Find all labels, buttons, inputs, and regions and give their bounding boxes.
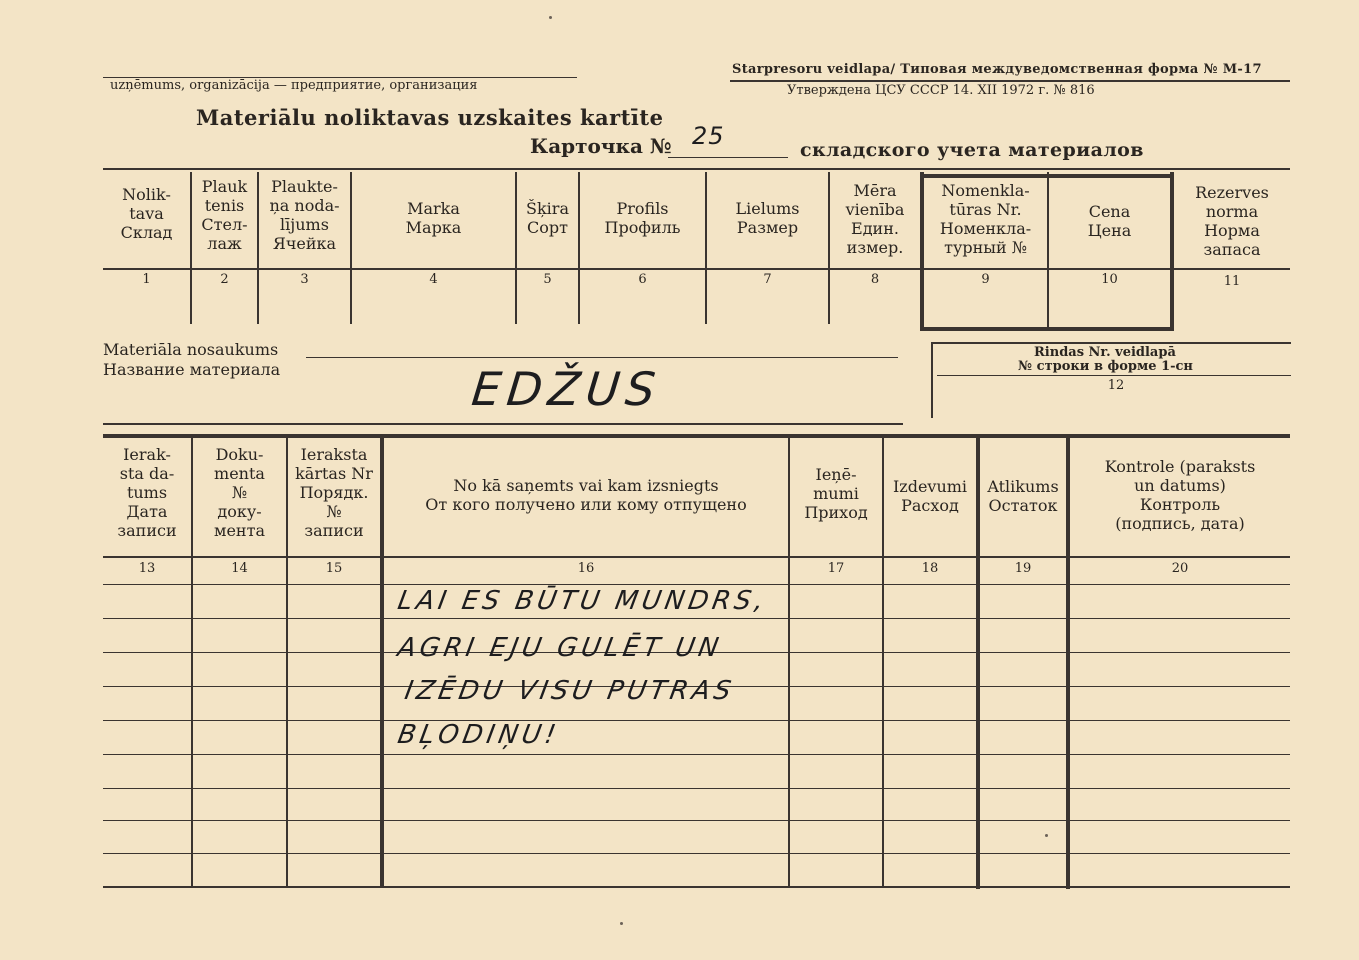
col-15-num: 15 bbox=[325, 561, 343, 576]
col-4-label: Marka Марка bbox=[405, 199, 462, 237]
top-table-header-rule bbox=[103, 268, 1290, 270]
table-row bbox=[103, 720, 1290, 721]
row-num: 12 bbox=[1107, 378, 1125, 393]
row-box-top bbox=[933, 342, 1291, 344]
col-3-label: Plaukte- ņa noda- lījums Ячейка bbox=[269, 177, 340, 253]
col-8-num: 8 bbox=[870, 272, 880, 287]
col-13-num: 13 bbox=[138, 561, 156, 576]
col-16-num: 16 bbox=[577, 561, 595, 576]
row-label-ru: № строки в форме 1-сн bbox=[1018, 359, 1193, 374]
col-5-num: 5 bbox=[543, 272, 552, 287]
col-14-label: Doku- menta № доку- мента bbox=[214, 445, 265, 540]
card-number: 25 bbox=[692, 122, 725, 150]
col-17-label: Ieņē- mumi Приход bbox=[804, 465, 868, 522]
paper-speck bbox=[549, 16, 552, 19]
title-ru-suffix: складского учета материалов bbox=[800, 139, 1144, 161]
org-caption: uzņēmums, organizācija — предприятие, организация bbox=[110, 78, 478, 93]
col-2-label: Plauk tenis Стел- лаж bbox=[201, 177, 248, 253]
material-value: EDŽUS bbox=[469, 362, 664, 416]
col-11-label: Rezerves norma Норма запаса bbox=[1195, 183, 1269, 259]
row-box-mid bbox=[937, 375, 1291, 376]
col-18-num: 18 bbox=[921, 561, 939, 576]
col-1-num: 1 bbox=[142, 272, 151, 287]
handwritten-line-3: IZĒDU VISU PUTRAS bbox=[402, 676, 738, 706]
material-bottom-line bbox=[103, 423, 903, 425]
form-underline bbox=[730, 80, 1290, 82]
col-16-label: No kā saņemts vai kam izsniegts От кого получено или кому отпущено bbox=[425, 476, 747, 514]
handwritten-line-2: AGRI EJU GULĒT UN bbox=[395, 633, 725, 663]
col-20-num: 20 bbox=[1171, 561, 1189, 576]
nomenclature-box-bottom bbox=[920, 327, 1174, 331]
table-row bbox=[103, 754, 1290, 755]
nomenclature-box-top bbox=[920, 174, 1174, 178]
col-7-num: 7 bbox=[763, 272, 772, 287]
col-10-num: 10 bbox=[1101, 272, 1118, 287]
col-19-label: Atlikums Остаток bbox=[987, 477, 1059, 515]
material-underline bbox=[306, 357, 898, 358]
col-11-num: 11 bbox=[1223, 274, 1241, 289]
col-19-num: 19 bbox=[1014, 561, 1032, 576]
col-20-label: Kontrole (paraksts un datums) Контроль (подпись, дата) bbox=[1104, 457, 1256, 533]
bottom-table-border-top bbox=[103, 434, 1290, 438]
form-line: Starpresoru veidlapa/ Типовая междуведомственная форма № M-17 bbox=[732, 62, 1262, 77]
col-14-num: 14 bbox=[231, 561, 248, 576]
title-lv: Materiālu noliktavas uzskaites kartīte bbox=[196, 105, 664, 130]
col-1-label: Nolik- tava Склад bbox=[120, 185, 173, 242]
col-9-label: Nomenkla- tūras Nr. Номенкла- турный № bbox=[939, 181, 1032, 257]
col-13-label: Ierak- sta da- tums Дата записи bbox=[117, 445, 177, 540]
approval-line: Утверждена ЦСУ СССР 14. XII 1972 г. № 816 bbox=[787, 83, 1095, 98]
material-label-lv: Materiāla nosaukums bbox=[103, 340, 279, 359]
col-10-label: Cena Цена bbox=[1087, 202, 1132, 240]
col-15-label: Ieraksta kārtas Nr Порядк. № записи bbox=[295, 445, 373, 540]
col-7-label: Lielums Размер bbox=[735, 199, 800, 237]
col-17-num: 17 bbox=[827, 561, 845, 576]
col-3-num: 3 bbox=[300, 272, 309, 287]
col-2-num: 2 bbox=[220, 272, 229, 287]
handwritten-line-4: BĻODIŅU! bbox=[395, 720, 563, 750]
col-9-num: 9 bbox=[981, 272, 990, 287]
paper-speck bbox=[620, 922, 623, 925]
table-row bbox=[103, 618, 1290, 619]
col-4-num: 4 bbox=[429, 272, 438, 287]
col-8-label: Mēra vienība Един. измер. bbox=[845, 181, 905, 257]
table-row bbox=[103, 584, 1290, 585]
table-row bbox=[103, 820, 1290, 821]
paper-speck bbox=[1045, 834, 1048, 837]
table-row bbox=[103, 788, 1290, 789]
col-6-num: 6 bbox=[638, 272, 647, 287]
row-box-left bbox=[931, 342, 933, 418]
row-label-lv: Rindas Nr. veidlapā bbox=[1034, 345, 1176, 360]
bottom-table-header-rule bbox=[103, 556, 1290, 558]
card-number-underline bbox=[668, 157, 788, 158]
table-bottom bbox=[103, 886, 1290, 888]
top-table-border-top bbox=[103, 168, 1290, 170]
col-18-label: Izdevumi Расход bbox=[892, 477, 968, 515]
col-6-label: Profils Профиль bbox=[604, 199, 681, 237]
material-label-ru: Название материала bbox=[103, 360, 281, 379]
col-5-label: Šķira Сорт bbox=[526, 199, 569, 237]
handwritten-line-1: LAI ES BŪTU MUNDRS, bbox=[395, 586, 770, 616]
title-ru-prefix: Карточка № bbox=[530, 134, 672, 158]
table-row bbox=[103, 853, 1290, 854]
